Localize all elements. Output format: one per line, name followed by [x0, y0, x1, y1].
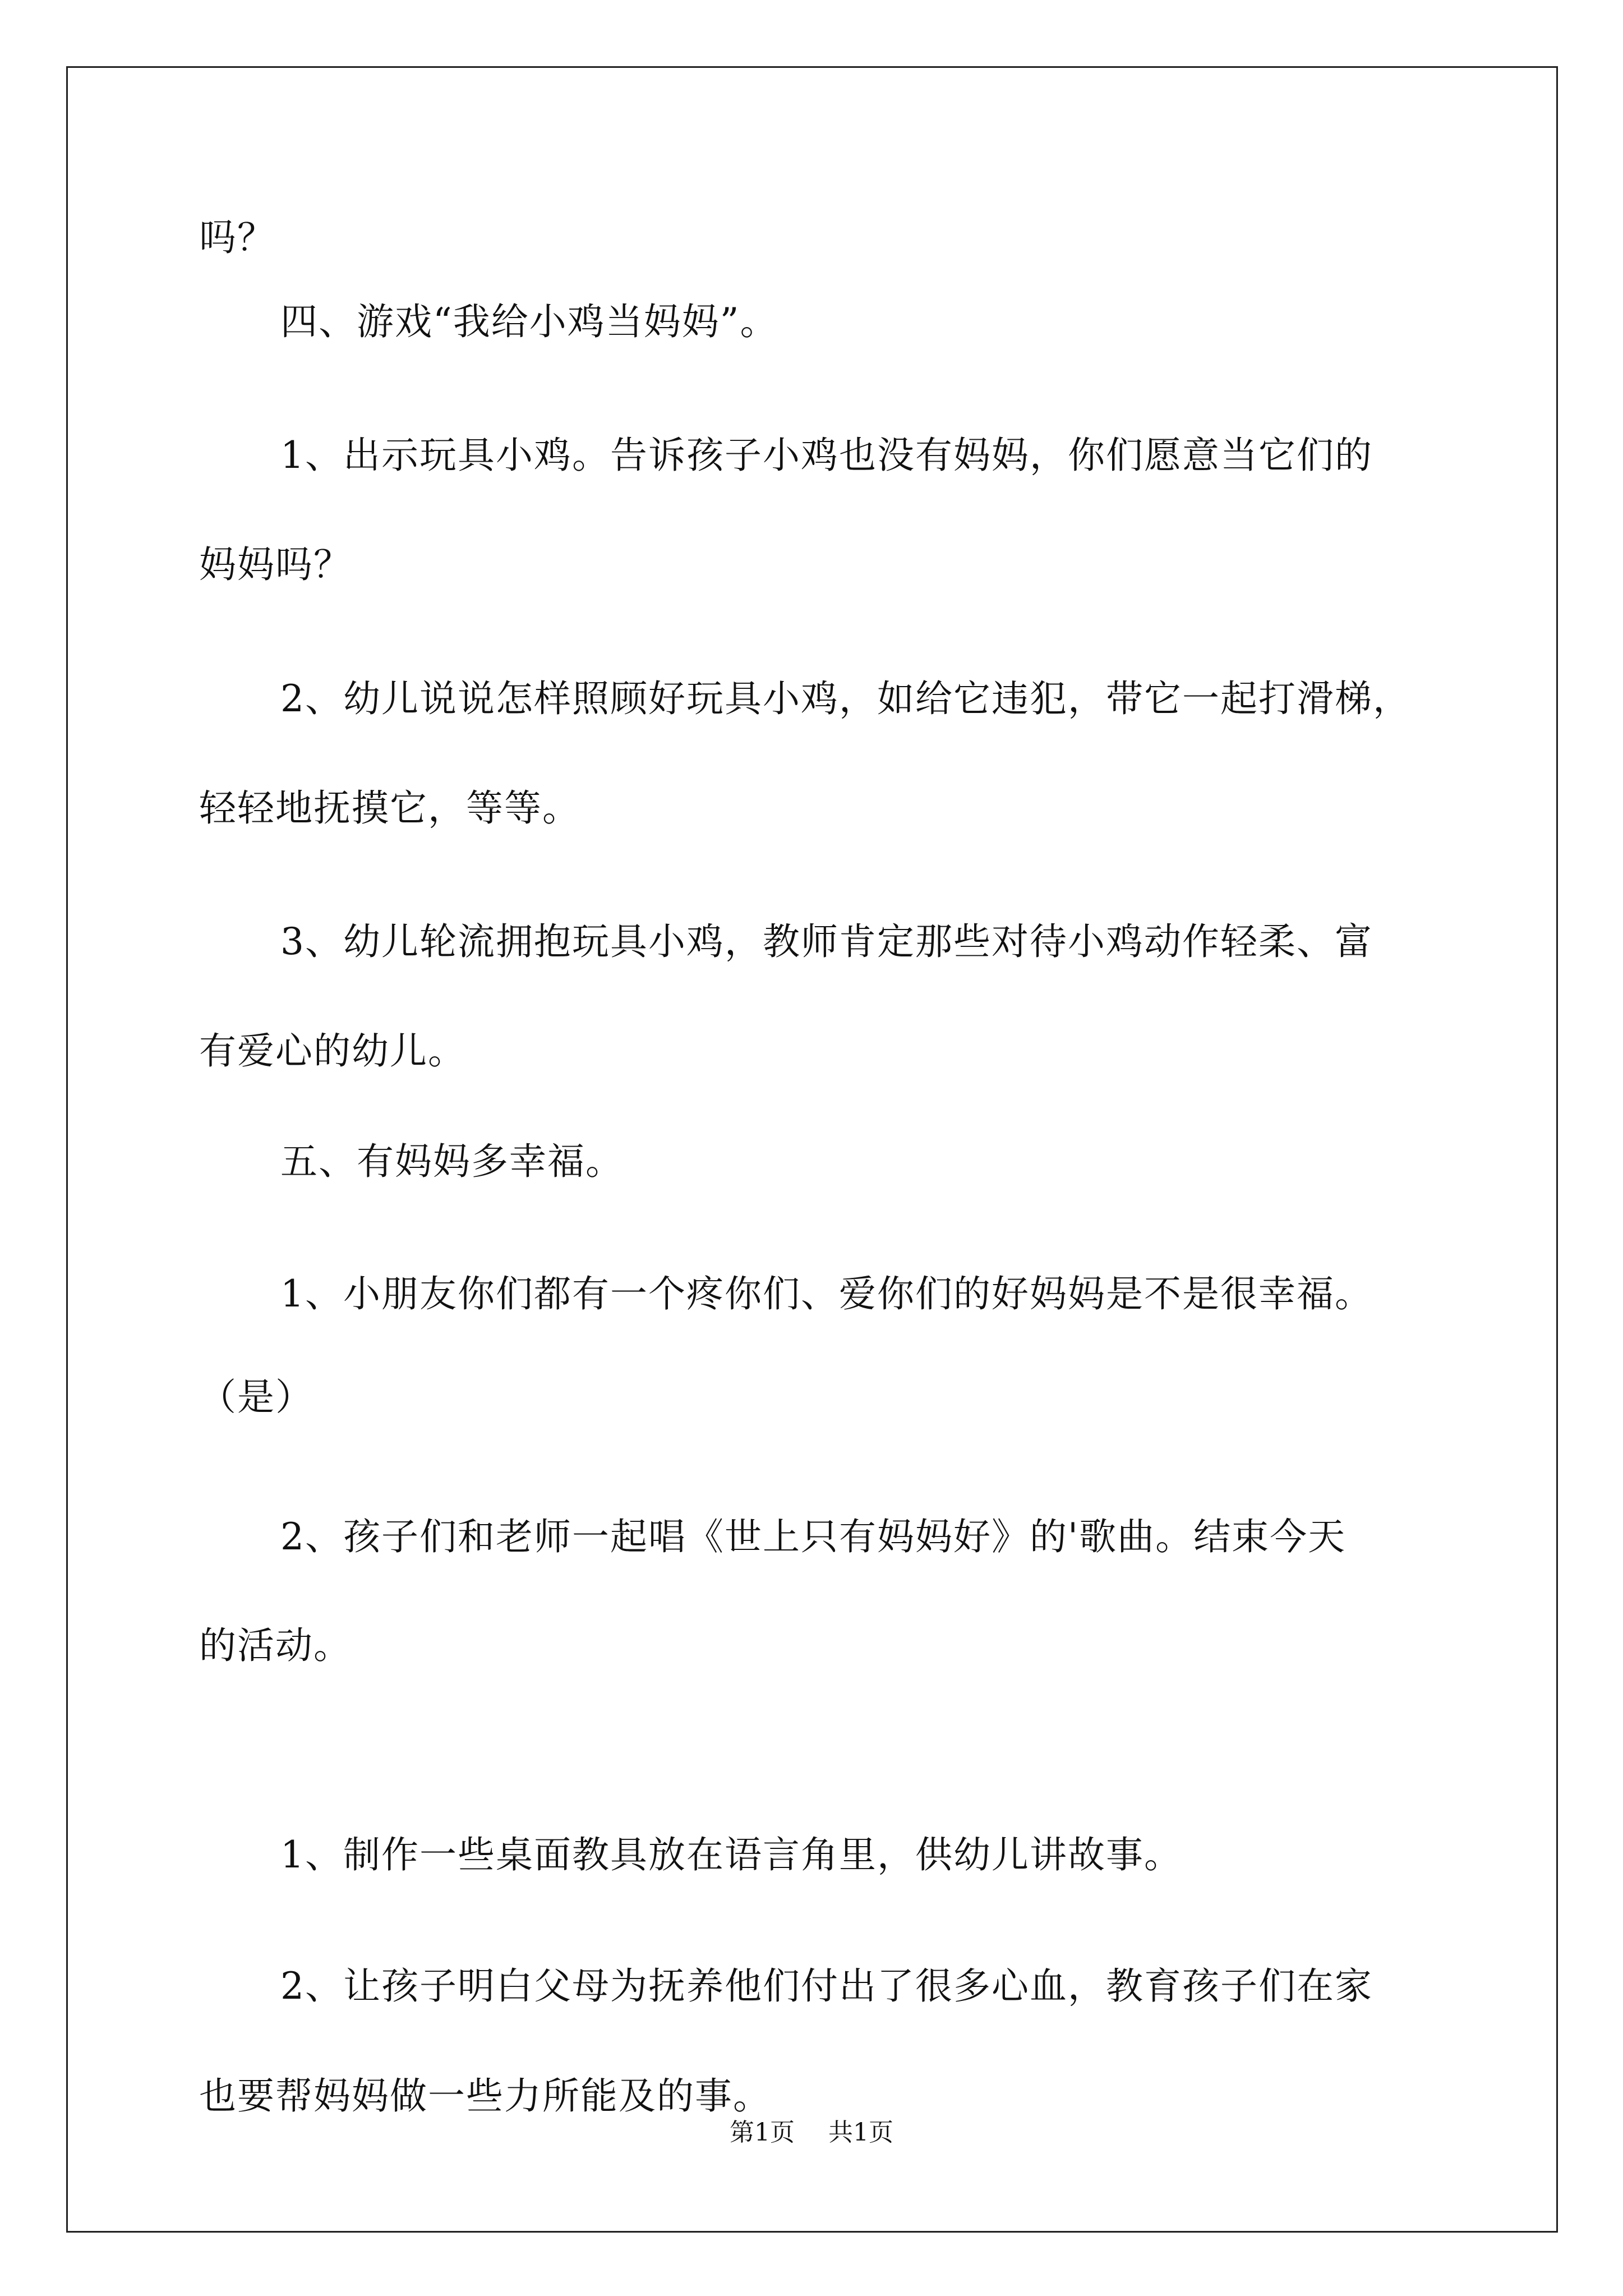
- text-line: 2、孩子们和老师一起唱《世上只有妈妈好》的'歌曲。结束今天: [280, 1515, 1347, 1558]
- text-line: 1、制作一些桌面教具放在语言角里，供幼儿讲故事。: [280, 1833, 1182, 1876]
- text-line: 2、让孩子明白父母为抚养他们付出了很多心血，教育孩子们在家: [280, 1964, 1373, 2008]
- text-line: 1、小朋友你们都有一个疼你们、爱你们的好妈妈是不是很幸福。: [280, 1272, 1373, 1315]
- page-footer: [0, 2116, 1623, 2150]
- text-line: 也要帮妈妈做一些力所能及的事。: [199, 2074, 771, 2118]
- page-total: 共1页: [828, 2118, 893, 2147]
- text-line: 轻轻地抚摸它，等等。: [199, 786, 580, 830]
- section-heading: 五、有妈妈多幸福。: [280, 1140, 624, 1183]
- text-line: 吗？: [199, 216, 275, 259]
- text-line: （是）: [199, 1375, 313, 1419]
- text-line: 1、出示玩具小鸡。告诉孩子小鸡也没有妈妈，你们愿意当它们的: [280, 434, 1373, 477]
- section-heading: 四、游戏“我给小鸡当妈妈”。: [280, 300, 778, 343]
- page-number: 第1页: [730, 2118, 795, 2147]
- text-line: 3、幼儿轮流拥抱玩具小鸡，教师肯定那些对待小鸡动作轻柔、富: [280, 920, 1373, 963]
- text-line: 有爱心的幼儿。: [199, 1029, 466, 1073]
- text-line: 2、幼儿说说怎样照顾好玩具小鸡，如给它违犯，带它一起打滑梯，: [280, 677, 1411, 720]
- text-line: 妈妈吗？: [199, 543, 352, 586]
- text-line: 的活动。: [199, 1624, 352, 1667]
